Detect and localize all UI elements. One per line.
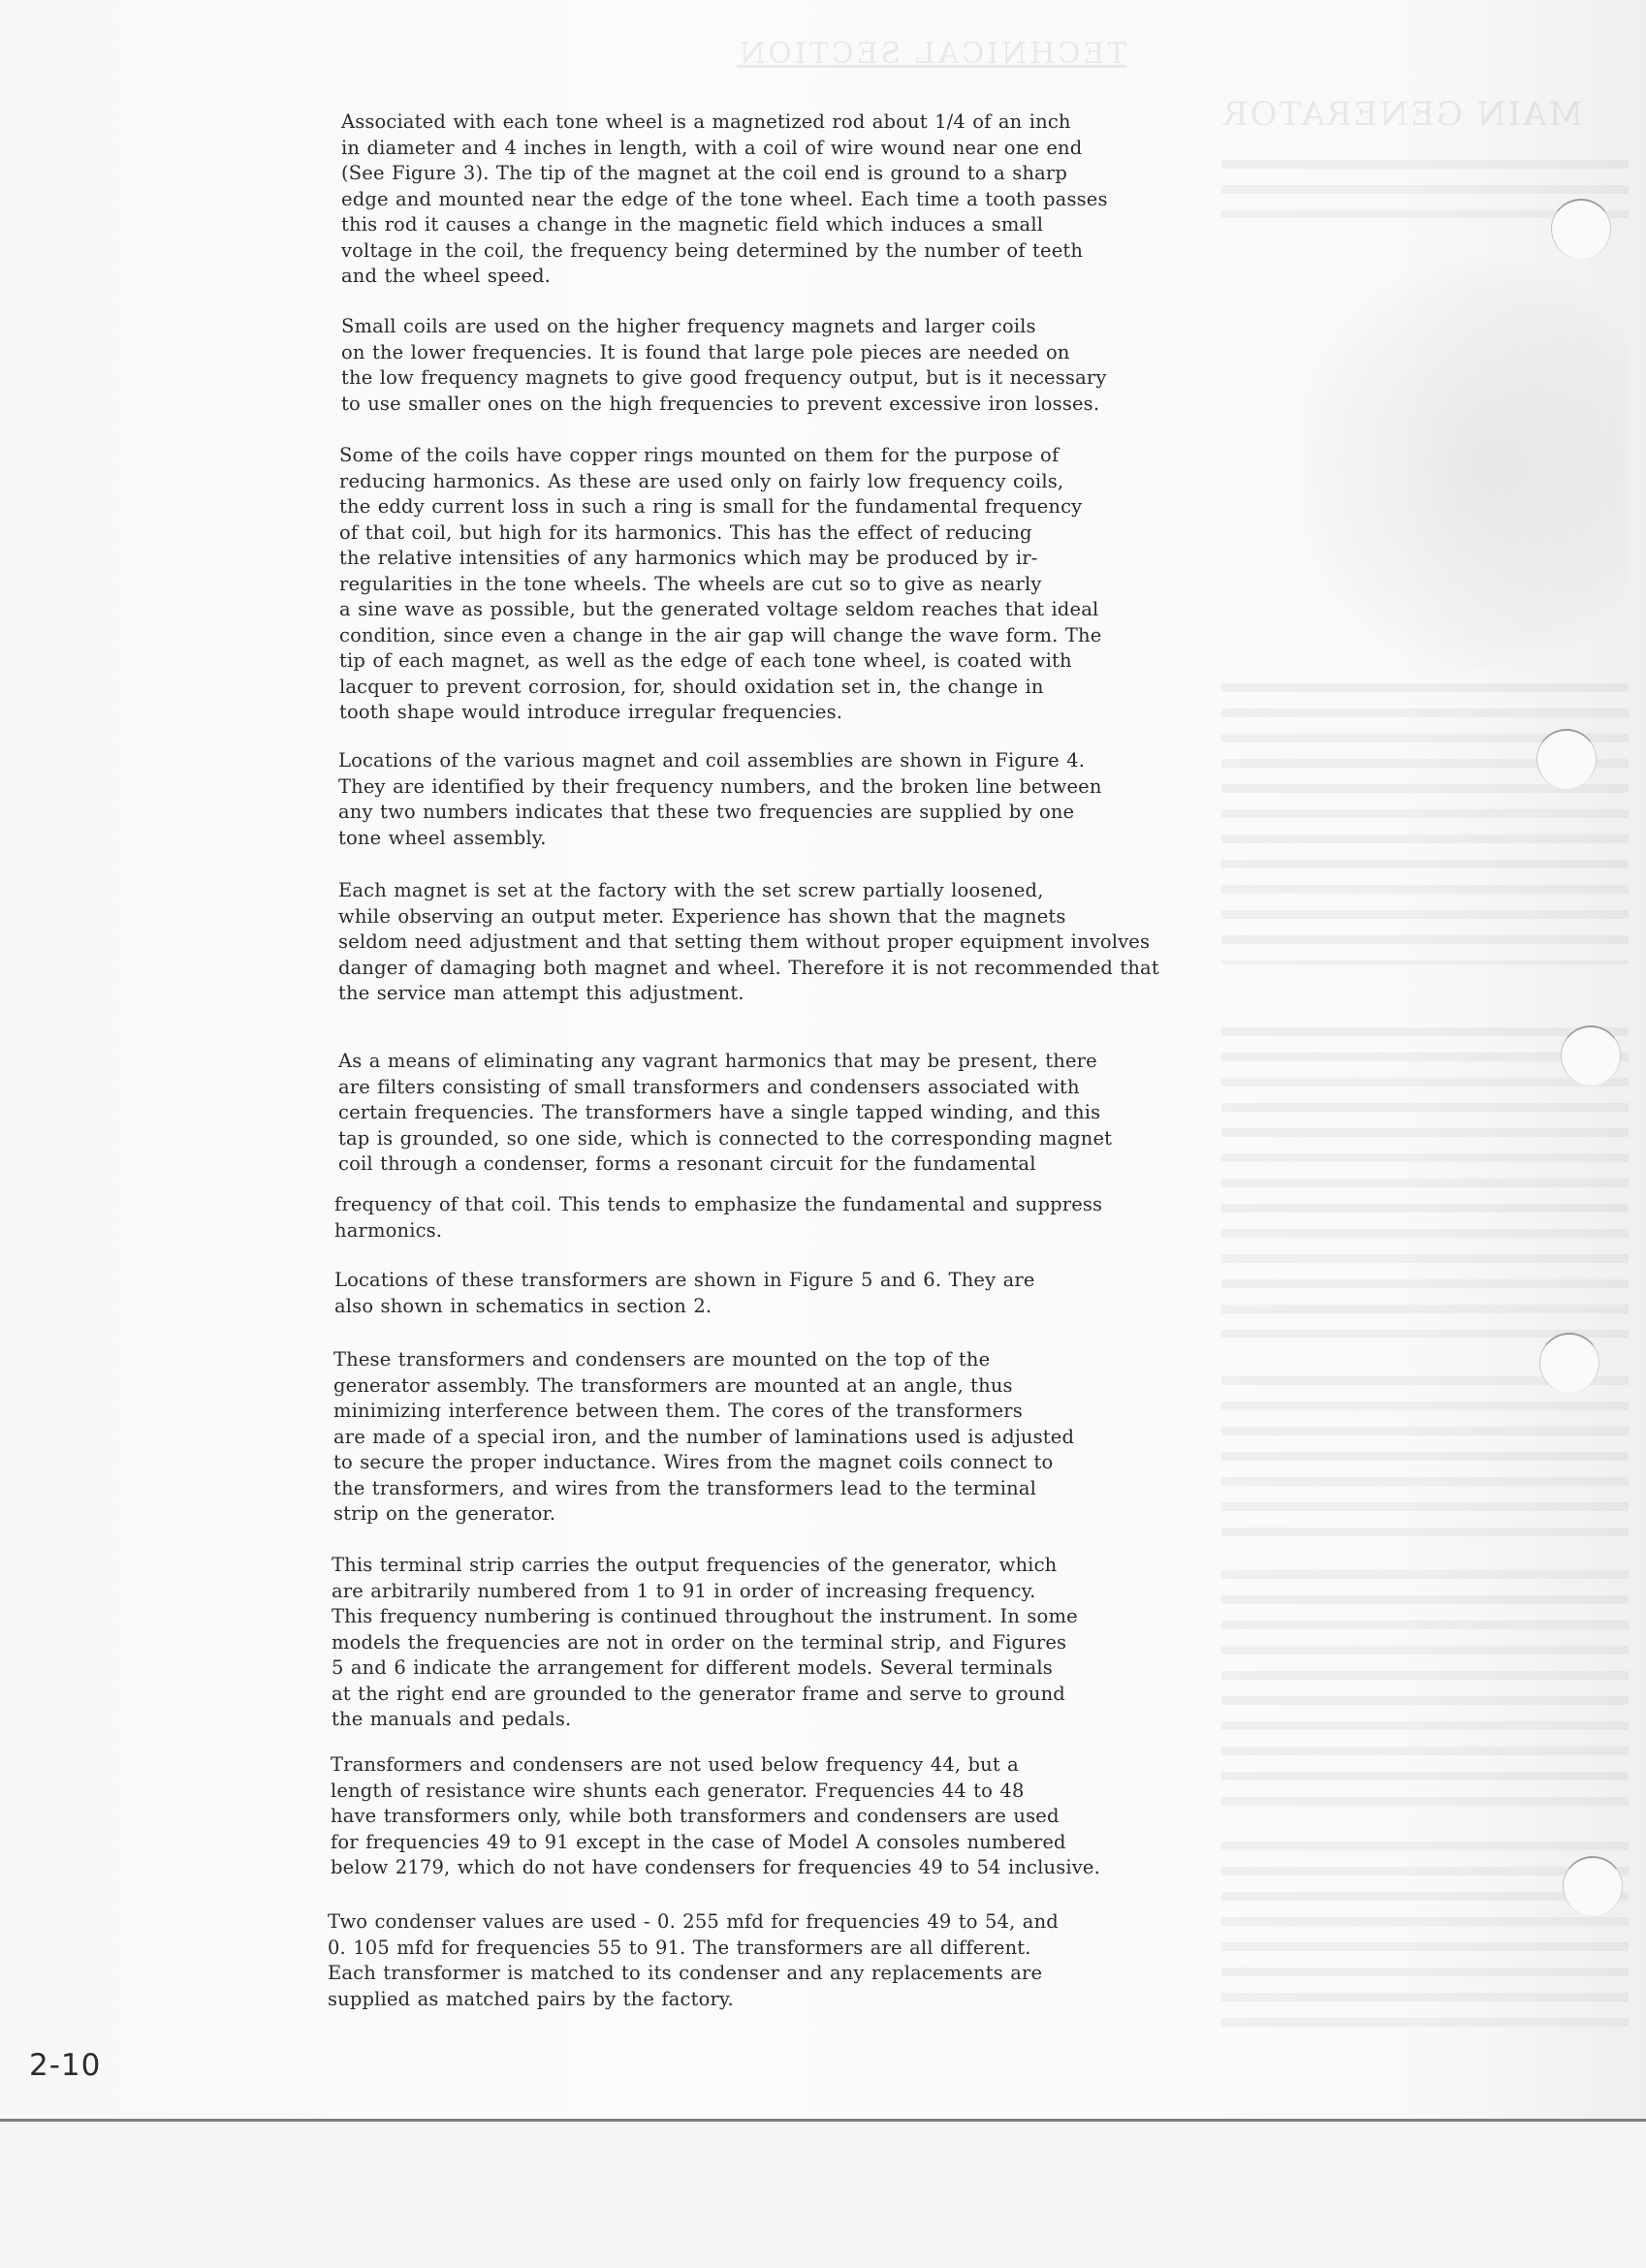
bleed-through-subheading: MAIN GENERATOR bbox=[1221, 95, 1583, 134]
paragraph-frequency-ranges: Transformers and condensers are not used below frequency 44, but a length of resistance wire shunts each generator. Frequencies 44 to 48 have transformers only, while both transformers and condensers are used for frequencies 49 to 91 except in the case of Model A consoles numbered below 2179, which do not have condensers for frequencies 49 to 54 inclusive. bbox=[331, 1753, 1100, 1878]
paragraph-harmonic-filters: As a means of eliminating any vagrant harmonics that may be present, there are filters consisting of small transformers and condensers associated with certain frequencies. The transformers have a single tapped winding, and this tap is grounded, so one side, which is connected to the corresponding magnet coil through a condenser, forms a resonant circuit for the fundamental bbox=[338, 1050, 1113, 1175]
underlying-page bbox=[0, 2122, 1646, 2268]
page-number: 2-10 bbox=[29, 2048, 102, 2083]
bleed-through-text bbox=[1221, 1376, 1629, 1541]
paragraph-transformer-mounting: These transformers and condensers are mounted on the top of the generator assembly. The transformers are mounted at an angle, thus minimizing interference between them. The cores of the transformers are made of a special iron, and the number of laminations used is adjusted to secure the proper inductance. Wires from the magnet coils connect to the transformers, and wires from the transformers lead to the terminal strip on the generator. bbox=[333, 1348, 1075, 1525]
paragraph-harmonic-filters-cont: frequency of that coil. This tends to emphasize the fundamental and suppress harmonics. bbox=[334, 1193, 1103, 1242]
bleed-through-text bbox=[1221, 683, 1629, 964]
binder-hole bbox=[1536, 729, 1597, 789]
paragraph-coil-sizes: Small coils are used on the higher frequency magnets and larger coils on the lower frequencies. It is found that large pole pieces are needed on the low frequency magnets to give good frequency output, but is it necessary to use smaller ones on the high frequencies to prevent excessive iron losses. bbox=[341, 315, 1107, 415]
paragraph-magnet-rod: Associated with each tone wheel is a magnetized rod about 1/4 of an inch in diameter and 4 inches in length, with a coil of wire wound near one end (See Figure 3). The tip of the magnet at the coil end is ground to a sharp edge and mounted near the edge of the tone wheel. Each time a tooth passes this rod it causes a change in the magnetic field which induces a small voltage in the coil, the frequency being determined by the number of teeth and the wheel speed. bbox=[341, 110, 1108, 287]
bleed-through-photo bbox=[1299, 262, 1629, 669]
paragraph-terminal-strip: This terminal strip carries the output frequencies of the generator, which are arbitrarily numbered from 1 to 91 in order of increasing frequency. This frequency numbering is continued throughout the instrument. In some models the frequencies are not in order on the terminal strip, and Figures 5 and 6 indicate the arrangement for different models. Several terminals at the right end are grounded to the generator frame and serve to ground the manuals and pedals. bbox=[332, 1554, 1078, 1730]
paragraph-copper-rings: Some of the coils have copper rings mounted on them for the purpose of reducing harmonics. As these are used only on fairly low frequency coils, the eddy current loss in such a ring is small for the fundamental frequency of that coil, but high for its harmonics. This has the effect of reducing the relative intensities of any harmonics which may be produced by ir- regularities in the tone wheels. The wheels are cut so to give as nearly a sine wave as possible, but the generated voltage seldom reaches that ideal condition, since even a change in the air gap will change the wave form. The tip of each magnet, as well as the edge of each tone wheel, is coated with lacquer to prevent corrosion, for, should oxidation set in, the change in tooth shape would introduce irregular frequencies. bbox=[339, 444, 1102, 723]
paragraph-magnet-setting: Each magnet is set at the factory with the set screw partially loosened, while observing an output meter. Experience has shown that the magnets seldom need adjustment and that setting them without proper equipment involves danger of damaging both magnet and wheel. Therefore it is not recommended that the service man attempt this adjustment. bbox=[338, 879, 1159, 1004]
bleed-through-text bbox=[1221, 1570, 1629, 1822]
binder-hole bbox=[1561, 1025, 1621, 1086]
paragraph-transformer-locations: Locations of these transformers are shown in Figure 5 and 6. They are also shown in schematics in section 2. bbox=[334, 1269, 1035, 1317]
binder-hole bbox=[1563, 1856, 1623, 1916]
binder-hole bbox=[1539, 1333, 1599, 1393]
paragraph-assembly-locations: Locations of the various magnet and coil assemblies are shown in Figure 4. They are identified by their frequency numbers, and the broken line between any two numbers indicates that these two frequencies are supplied by one tone wheel assembly. bbox=[338, 749, 1102, 849]
binder-hole bbox=[1551, 199, 1611, 259]
bleed-through-heading: TECHNICAL SECTION bbox=[737, 37, 1127, 71]
paragraph-condenser-values: Two condenser values are used - 0. 255 mfd for frequencies 49 to 54, and 0. 105 mfd for frequencies 55 to 91. The transformers are all different. Each transformer is matched to its condenser and any replacements are supplied as matched pairs by the factory. bbox=[328, 1910, 1059, 2010]
